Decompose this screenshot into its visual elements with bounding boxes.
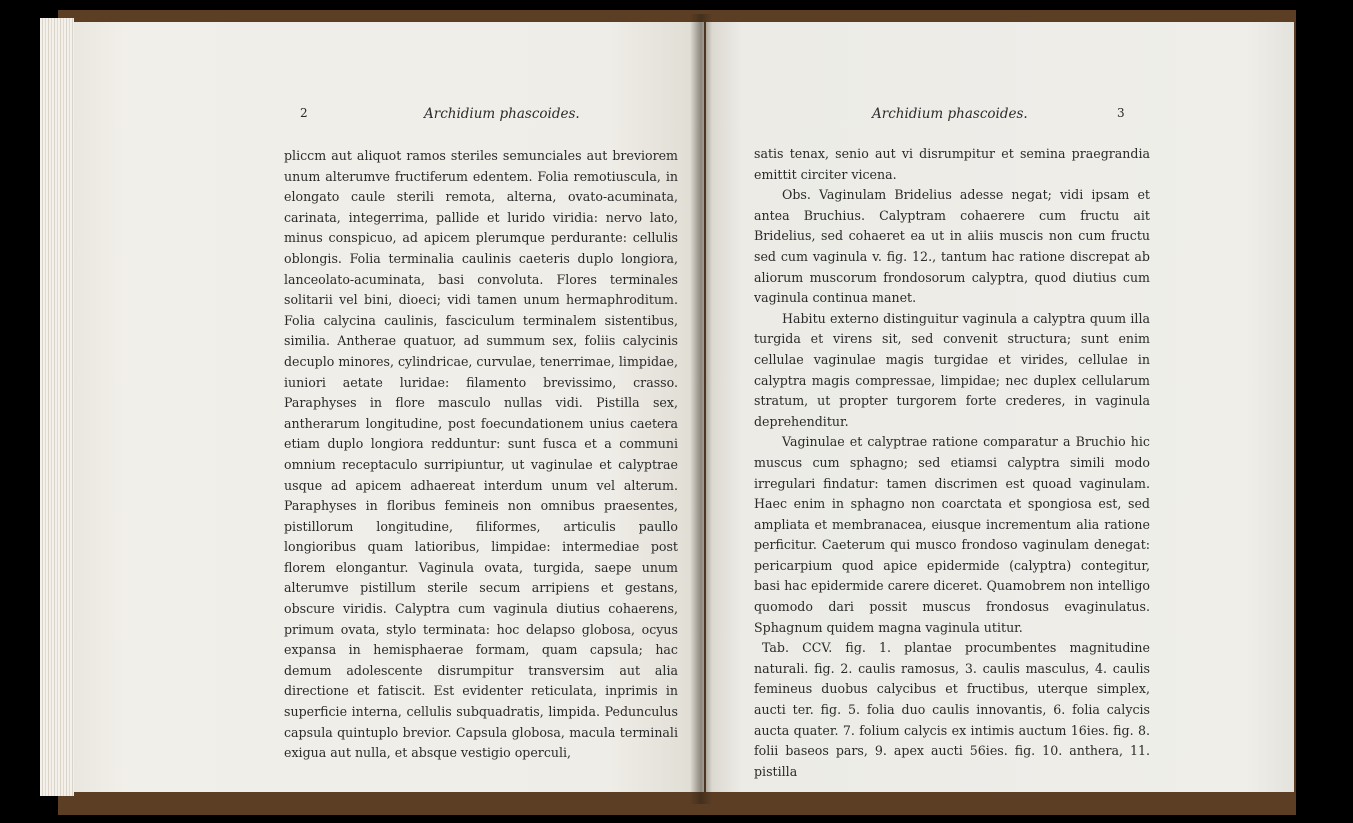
page-number: 3 xyxy=(1117,106,1125,120)
page-edge-strip xyxy=(40,18,74,796)
paragraph: Habitu externo distinguitur vaginula a calyptra quum illa turgida et virens sit, sed convenit structura; sunt enim cellulae vaginulae magis turgidae et virides, cellulae in calyptra magis compressae, limpidae; nec duplex cellularum stratum, ut propter turgorem forte crederes, in vaginula deprehenditur. xyxy=(754,310,1150,429)
paragraph: Obs. Vaginulam Bridelius adesse negat; vidi ipsam et antea Bruchius. Calyptram cohaerere cum fructu ait Bridelius, sed cohaeret ea ut in aliis muscis non cum fructu sed cum vaginula v. fig. 12., tantum hac ratione discrepat ab aliorum muscorum frondosorum calyptra, quod diutius cum vaginula continua manet. xyxy=(754,187,1150,306)
paragraph: Vaginulae et calyptrae ratione comparatur a Bruchio hic muscus cum sphagno; sed etiamsi calyptra simili modo irregulari findatur: tamen discrimen est quoad vaginulam. Haec enim in sphagno non coarctata et spongiosa est, sed ampliata et membranacea, eiusque incrementum alia ratione perficitur. Caeterum qui musco frondoso vaginulam denegat: pericarpium quod apice epidermide (calyptra) contegitur, basi hac epidermide carere diceret. Quamobrem non intelligo quomodo dari possit muscus frondosus evaginulatus. Sphagnum quidem magna vaginula utitur. xyxy=(754,434,1150,635)
running-head: Archidium phascoides. xyxy=(424,106,580,122)
spine-gutter xyxy=(690,14,712,804)
paragraph: satis tenax, senio aut vi disrumpitur et semina praegrandia emittit circiter vicena. xyxy=(754,146,1150,182)
running-head: Archidium phascoides. xyxy=(872,106,1028,122)
right-page xyxy=(706,22,1294,792)
paragraph: Tab. CCV. fig. 1. plantae procumbentes magnitudine naturali. fig. 2. caulis ramosus, 3. caulis masculus, 4. caulis femineus duobus calycibus et fructibus, uterque simplex, aucti ter. fig. 5. folia duo caulis innovantis, 6. folia calycis aucta quater. 7. folium calycis ex intimis auctum 16ies. fig. 8. folii baseos pars, 9. apex aucti 56ies. fig. 10. anthera, 11. pistilla xyxy=(754,640,1150,779)
page-number: 2 xyxy=(300,106,308,120)
body-text xyxy=(754,144,1150,782)
left-page xyxy=(74,22,704,792)
body-text xyxy=(284,146,678,764)
paragraph: pliccm aut aliquot ramos steriles semunciales aut breviorem unum alterumve fructiferum edentem. Folia remotiuscula, in elongato caule sterili remota, alterna, ovato-acuminata, carinata, integerrima, pallide et lurido viridia: nervo lato, minus conspicuo, ad apicem plerumque perdurante: cellulis oblongis. Folia terminalia caulinis caeteris duplo longiora, lanceolato-acuminata, basi convoluta. Flores terminales solitarii vel bini, dioeci; vidi tamen unum hermaphroditum. Folia calycina caulinis, fasciculum terminalem sistentibus, similia. Antherae quatuor, ad summum sex, foliis calycinis decuplo minores, cylindricae, curvulae, tenerrimae, limpidae, iuniori aetate luridae: filamento brevissimo, crasso. Paraphyses in flore masculo nullas vidi. Pistilla sex, antherarum longitudine, post foecundationem unius caetera etiam duplo longiora redduntur: sunt fusca et a communi omnium receptaculo surripiuntur, ut vaginulae et calyptrae usque ad apicem adhaereat interdum unum vel alterum. Paraphyses in floribus femineis non omnibus praesentes, pistillorum longitudine, filiformes, articulis paullo longioribus quam latioribus, limpidae: intermediae post florem elongantur. Vaginula ovata, turgida, saepe unum alterumve pistillum sterile secum arripiens et gestans, obscure viridis. Calyptra cum vaginula diutius cohaerens, primum ovata, stylo terminata: hoc delapso globosa, ocyus expansa in hemisphaerae formam, quam capsula; hac demum adolescente disrumpitur transversim aut alia directione et fatiscit. Est evidenter reticulata, inprimis in superficie interna, cellulis subquadratis, limpida. Pedunculus capsula quintuplo brevior. Capsula globosa, macula terminali exigua aut nulla, et absque vestigio operculi, xyxy=(284,148,678,761)
